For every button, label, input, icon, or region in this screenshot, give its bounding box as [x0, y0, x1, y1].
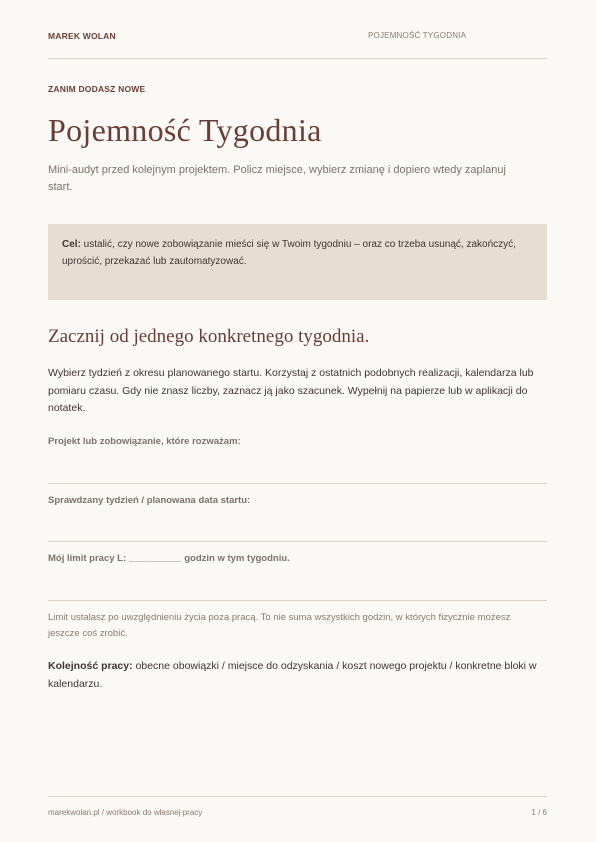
field-line-week[interactable] — [48, 541, 547, 542]
section-heading: Zacznij od jednego konkretnego tygodnia. — [48, 326, 370, 347]
limit-note: Limit ustalasz po uwzględnieniu życia poza pracą. To nie suma wszystkich godzin, w których fizycznie możesz jeszcze coś zrobić. — [48, 612, 511, 639]
goal-callout — [48, 224, 547, 300]
goal-label: Cel: — [62, 239, 81, 250]
field-line-project[interactable] — [48, 483, 547, 484]
page-number: 1 / 6 — [531, 808, 547, 817]
field-line-limit[interactable] — [48, 600, 547, 601]
footer-divider — [48, 796, 547, 797]
running-header — [48, 31, 547, 43]
footer-source: marekwolan.pl / workbook do własnej pracy — [48, 808, 203, 817]
eyebrow-label: ZANIM DODASZ NOWE — [48, 84, 146, 94]
work-order-text: obecne obowiązki / miejsce do odzyskania / koszt nowego projektu / konkretne bloki w kalendarzu. — [48, 660, 537, 690]
workbook-page — [48, 0, 547, 842]
header-divider — [48, 58, 547, 59]
field-label-project: Projekt lub zobowiązanie, które rozważam: — [48, 436, 241, 447]
work-order — [48, 658, 547, 693]
goal-text — [48, 224, 547, 270]
goal-body: ustalić, czy nowe zobowiązanie mieści się w Twoim tygodniu – oraz co trzeba usunąć, zakończyć, uprościć, przekazać lub zautomatyzować. — [62, 239, 516, 267]
page-title: Pojemność Tygodnia — [48, 112, 322, 148]
author-name: MAREK WOLAN — [48, 31, 116, 41]
lead-paragraph: Mini-audyt przed kolejnym projektem. Policz miejsce, wybierz zmianę i dopiero wtedy zaplanuj start. — [48, 164, 506, 193]
field-label-limit: Mój limit pracy L: __________ godzin w tym tygodniu. — [48, 553, 290, 564]
field-label-week: Sprawdzany tydzień / planowana data startu: — [48, 495, 251, 506]
work-order-label: Kolejność pracy: — [48, 660, 133, 672]
section-body: Wybierz tydzień z okresu planowanego startu. Korzystaj z ostatnich podobnych realizacji, kalendarza lub pomiaru czasu. Gdy nie znasz liczby, zaznacz ją jako szacunek. Wypełnij na papierze lub w aplikacji do notatek. — [48, 367, 534, 414]
running-title: POJEMNOŚĆ TYGODNIA — [368, 31, 467, 40]
